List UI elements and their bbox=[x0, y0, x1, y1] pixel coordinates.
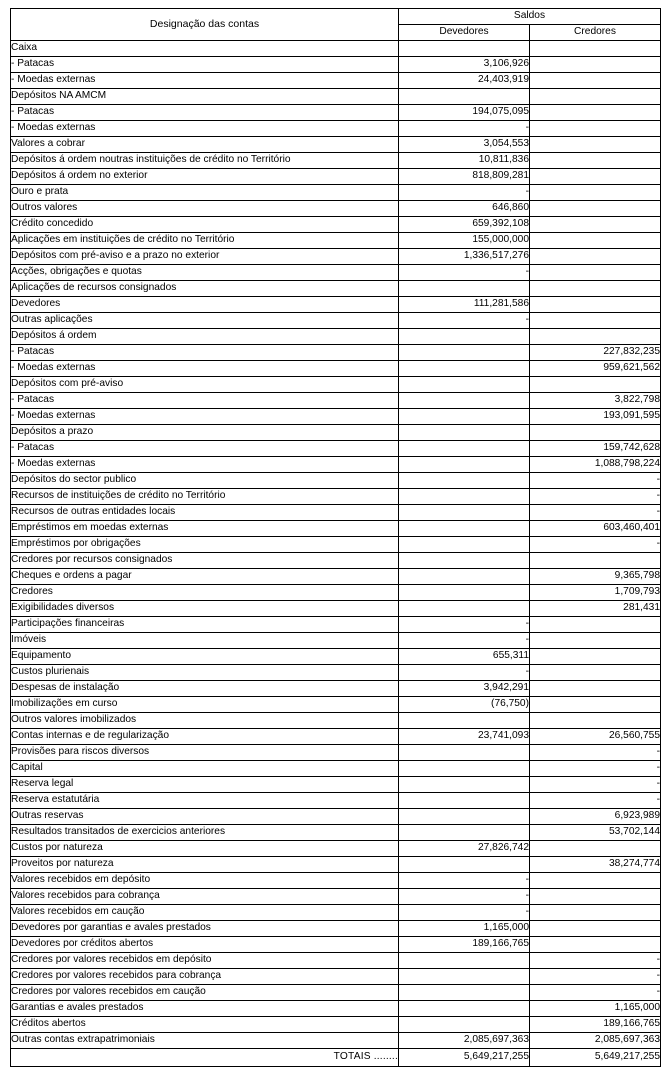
column-header-devedores: Devedores bbox=[399, 25, 530, 41]
table-row bbox=[11, 89, 661, 105]
devedores-value bbox=[399, 1017, 530, 1033]
credores-value bbox=[530, 905, 661, 921]
credores-value bbox=[530, 841, 661, 857]
devedores-value: 655,311 bbox=[399, 649, 530, 665]
credores-value bbox=[530, 681, 661, 697]
table-row bbox=[11, 409, 661, 425]
column-header-credores: Credores bbox=[530, 25, 661, 41]
account-label: Cheques e ordens a pagar bbox=[11, 569, 399, 585]
table-row bbox=[11, 249, 661, 265]
table-row bbox=[11, 473, 661, 489]
account-label: Acções, obrigações e quotas bbox=[11, 265, 399, 281]
devedores-value bbox=[399, 521, 530, 537]
totals-label: TOTAIS ........ bbox=[11, 1049, 399, 1067]
devedores-value: 1,336,517,276 bbox=[399, 249, 530, 265]
table-row bbox=[11, 105, 661, 121]
credores-value bbox=[530, 137, 661, 153]
credores-value bbox=[530, 329, 661, 345]
devedores-value bbox=[399, 489, 530, 505]
credores-value bbox=[530, 873, 661, 889]
table-row bbox=[11, 649, 661, 665]
table-row bbox=[11, 889, 661, 905]
table-row bbox=[11, 537, 661, 553]
devedores-value bbox=[399, 41, 530, 57]
account-label: Valores recebidos em caução bbox=[11, 905, 399, 921]
account-label: Depósitos NA AMCM bbox=[11, 89, 399, 105]
account-label: - Patacas bbox=[11, 441, 399, 457]
devedores-value bbox=[399, 713, 530, 729]
account-label: Outros valores imobilizados bbox=[11, 713, 399, 729]
credores-value: - bbox=[530, 489, 661, 505]
devedores-value bbox=[399, 569, 530, 585]
table-row bbox=[11, 569, 661, 585]
table-row bbox=[11, 665, 661, 681]
devedores-value: 189,166,765 bbox=[399, 937, 530, 953]
column-header-saldos: Saldos bbox=[399, 9, 661, 25]
account-label: Caixa bbox=[11, 41, 399, 57]
credores-value bbox=[530, 249, 661, 265]
table-row bbox=[11, 57, 661, 73]
table-row bbox=[11, 185, 661, 201]
credores-value: 9,365,798 bbox=[530, 569, 661, 585]
table-row bbox=[11, 1017, 661, 1033]
table-row bbox=[11, 905, 661, 921]
table-row bbox=[11, 1001, 661, 1017]
table-row bbox=[11, 377, 661, 393]
credores-value: - bbox=[530, 793, 661, 809]
devedores-value: 3,106,926 bbox=[399, 57, 530, 73]
credores-value: - bbox=[530, 969, 661, 985]
account-label: Valores recebidos para cobrança bbox=[11, 889, 399, 905]
account-label: Outras contas extrapatrimoniais bbox=[11, 1033, 399, 1049]
totals-credores: 5,649,217,255 bbox=[530, 1049, 661, 1067]
table-row bbox=[11, 937, 661, 953]
account-label: Outras aplicações bbox=[11, 313, 399, 329]
account-label: Credores por recursos consignados bbox=[11, 553, 399, 569]
credores-value bbox=[530, 217, 661, 233]
table-row bbox=[11, 809, 661, 825]
devedores-value bbox=[399, 89, 530, 105]
table-body bbox=[11, 41, 661, 1049]
devedores-value: - bbox=[399, 633, 530, 649]
account-label: - Patacas bbox=[11, 345, 399, 361]
devedores-value bbox=[399, 361, 530, 377]
account-label: Custos plurienais bbox=[11, 665, 399, 681]
credores-value: - bbox=[530, 537, 661, 553]
account-label: - Moedas externas bbox=[11, 73, 399, 89]
account-label: Imóveis bbox=[11, 633, 399, 649]
account-label: - Patacas bbox=[11, 57, 399, 73]
credores-value bbox=[530, 889, 661, 905]
credores-value bbox=[530, 425, 661, 441]
account-label: - Patacas bbox=[11, 393, 399, 409]
credores-value: 1,088,798,224 bbox=[530, 457, 661, 473]
credores-value bbox=[530, 633, 661, 649]
credores-value: - bbox=[530, 745, 661, 761]
table-row bbox=[11, 713, 661, 729]
table-header bbox=[11, 9, 661, 41]
account-label: Empréstimos em moedas externas bbox=[11, 521, 399, 537]
credores-value bbox=[530, 73, 661, 89]
table-row bbox=[11, 393, 661, 409]
devedores-value bbox=[399, 425, 530, 441]
account-label: Empréstimos por obrigações bbox=[11, 537, 399, 553]
table-row bbox=[11, 617, 661, 633]
devedores-value: - bbox=[399, 185, 530, 201]
account-label: Depósitos do sector publico bbox=[11, 473, 399, 489]
table-row bbox=[11, 729, 661, 745]
devedores-value: 27,826,742 bbox=[399, 841, 530, 857]
table-row bbox=[11, 585, 661, 601]
devedores-value: - bbox=[399, 617, 530, 633]
table-row bbox=[11, 825, 661, 841]
credores-value: 159,742,628 bbox=[530, 441, 661, 457]
devedores-value: - bbox=[399, 665, 530, 681]
account-label: Credores por valores recebidos em caução bbox=[11, 985, 399, 1001]
column-header-designacao: Designação das contas bbox=[11, 9, 399, 41]
account-label: Outras reservas bbox=[11, 809, 399, 825]
table-row bbox=[11, 681, 661, 697]
account-label: - Patacas bbox=[11, 105, 399, 121]
devedores-value bbox=[399, 393, 530, 409]
table-row bbox=[11, 441, 661, 457]
devedores-value bbox=[399, 473, 530, 489]
devedores-value bbox=[399, 441, 530, 457]
table-row bbox=[11, 201, 661, 217]
account-label: Participações financeiras bbox=[11, 617, 399, 633]
credores-value bbox=[530, 185, 661, 201]
credores-value bbox=[530, 377, 661, 393]
credores-value: 193,091,595 bbox=[530, 409, 661, 425]
table-row bbox=[11, 297, 661, 313]
credores-value: - bbox=[530, 985, 661, 1001]
credores-value bbox=[530, 201, 661, 217]
devedores-value bbox=[399, 409, 530, 425]
account-label: Credores por valores recebidos para cobrança bbox=[11, 969, 399, 985]
header-row-saldos bbox=[11, 9, 661, 25]
devedores-value: 10,811,836 bbox=[399, 153, 530, 169]
credores-value: - bbox=[530, 505, 661, 521]
table-row bbox=[11, 857, 661, 873]
table-row bbox=[11, 1033, 661, 1049]
account-label: Devedores bbox=[11, 297, 399, 313]
devedores-value: - bbox=[399, 889, 530, 905]
credores-value bbox=[530, 617, 661, 633]
table-row bbox=[11, 697, 661, 713]
credores-value: 6,923,989 bbox=[530, 809, 661, 825]
devedores-value bbox=[399, 553, 530, 569]
credores-value: 38,274,774 bbox=[530, 857, 661, 873]
table-row bbox=[11, 313, 661, 329]
account-label: Depósitos á ordem no exterior bbox=[11, 169, 399, 185]
totals-row bbox=[11, 1049, 661, 1067]
devedores-value bbox=[399, 537, 530, 553]
account-label: Despesas de instalação bbox=[11, 681, 399, 697]
account-label: Outros valores bbox=[11, 201, 399, 217]
credores-value bbox=[530, 921, 661, 937]
credores-value: - bbox=[530, 473, 661, 489]
table-row bbox=[11, 217, 661, 233]
table-row bbox=[11, 265, 661, 281]
account-label: Contas internas e de regularização bbox=[11, 729, 399, 745]
credores-value: 26,560,755 bbox=[530, 729, 661, 745]
devedores-value: - bbox=[399, 121, 530, 137]
devedores-value bbox=[399, 777, 530, 793]
credores-value bbox=[530, 553, 661, 569]
account-label: Reserva legal bbox=[11, 777, 399, 793]
devedores-value bbox=[399, 985, 530, 1001]
account-label: Depósitos com pré-aviso e a prazo no exterior bbox=[11, 249, 399, 265]
table-row bbox=[11, 169, 661, 185]
table-row bbox=[11, 761, 661, 777]
account-label: Credores bbox=[11, 585, 399, 601]
credores-value: 959,621,562 bbox=[530, 361, 661, 377]
table-row bbox=[11, 457, 661, 473]
account-label: Valores recebidos em depósito bbox=[11, 873, 399, 889]
credores-value bbox=[530, 41, 661, 57]
devedores-value bbox=[399, 825, 530, 841]
devedores-value: 818,809,281 bbox=[399, 169, 530, 185]
table-row bbox=[11, 425, 661, 441]
credores-value bbox=[530, 233, 661, 249]
devedores-value: 111,281,586 bbox=[399, 297, 530, 313]
credores-value: 1,709,793 bbox=[530, 585, 661, 601]
table-row bbox=[11, 121, 661, 137]
account-label: Credores por valores recebidos em depósito bbox=[11, 953, 399, 969]
devedores-value: 1,165,000 bbox=[399, 921, 530, 937]
credores-value bbox=[530, 105, 661, 121]
credores-value bbox=[530, 697, 661, 713]
credores-value: 189,166,765 bbox=[530, 1017, 661, 1033]
account-label: Devedores por créditos abertos bbox=[11, 937, 399, 953]
devedores-value bbox=[399, 761, 530, 777]
table-row bbox=[11, 361, 661, 377]
devedores-value bbox=[399, 857, 530, 873]
table-row bbox=[11, 873, 661, 889]
credores-value bbox=[530, 713, 661, 729]
table-row bbox=[11, 553, 661, 569]
table-footer bbox=[11, 1049, 661, 1067]
credores-value bbox=[530, 281, 661, 297]
table-row bbox=[11, 233, 661, 249]
account-label: Imobilizações em curso bbox=[11, 697, 399, 713]
table-row bbox=[11, 633, 661, 649]
credores-value: 2,085,697,363 bbox=[530, 1033, 661, 1049]
table-row bbox=[11, 793, 661, 809]
devedores-value: 23,741,093 bbox=[399, 729, 530, 745]
balance-table bbox=[10, 8, 661, 1067]
table-row bbox=[11, 745, 661, 761]
account-label: Reserva estatutária bbox=[11, 793, 399, 809]
devedores-value bbox=[399, 329, 530, 345]
credores-value bbox=[530, 313, 661, 329]
devedores-value: - bbox=[399, 873, 530, 889]
credores-value bbox=[530, 297, 661, 313]
table-row bbox=[11, 329, 661, 345]
devedores-value: 155,000,000 bbox=[399, 233, 530, 249]
account-label: Depósitos a prazo bbox=[11, 425, 399, 441]
devedores-value bbox=[399, 953, 530, 969]
account-label: Ouro e prata bbox=[11, 185, 399, 201]
credores-value bbox=[530, 121, 661, 137]
account-label: Recursos de instituições de crédito no Território bbox=[11, 489, 399, 505]
credores-value: 3,822,798 bbox=[530, 393, 661, 409]
account-label: Depósitos á ordem noutras instituições de crédito no Território bbox=[11, 153, 399, 169]
devedores-value bbox=[399, 969, 530, 985]
table-row bbox=[11, 281, 661, 297]
devedores-value bbox=[399, 1001, 530, 1017]
devedores-value bbox=[399, 457, 530, 473]
credores-value: 53,702,144 bbox=[530, 825, 661, 841]
account-label: Proveitos por natureza bbox=[11, 857, 399, 873]
table-row bbox=[11, 73, 661, 89]
account-label: Custos por natureza bbox=[11, 841, 399, 857]
credores-value bbox=[530, 169, 661, 185]
account-label: Valores a cobrar bbox=[11, 137, 399, 153]
devedores-value bbox=[399, 585, 530, 601]
table-row bbox=[11, 153, 661, 169]
account-label: Aplicações em instituições de crédito no Território bbox=[11, 233, 399, 249]
credores-value: 603,460,401 bbox=[530, 521, 661, 537]
credores-value: 227,832,235 bbox=[530, 345, 661, 361]
devedores-value: 3,054,553 bbox=[399, 137, 530, 153]
credores-value: 1,165,000 bbox=[530, 1001, 661, 1017]
devedores-value: 24,403,919 bbox=[399, 73, 530, 89]
devedores-value bbox=[399, 809, 530, 825]
table-row bbox=[11, 953, 661, 969]
account-label: Equipamento bbox=[11, 649, 399, 665]
account-label: Depósitos á ordem bbox=[11, 329, 399, 345]
devedores-value: 646,860 bbox=[399, 201, 530, 217]
devedores-value: - bbox=[399, 265, 530, 281]
devedores-value bbox=[399, 345, 530, 361]
table-row bbox=[11, 137, 661, 153]
table-row bbox=[11, 41, 661, 57]
credores-value bbox=[530, 89, 661, 105]
account-label: Resultados transitados de exercicios anteriores bbox=[11, 825, 399, 841]
devedores-value bbox=[399, 601, 530, 617]
table-row bbox=[11, 921, 661, 937]
account-label: Garantias e avales prestados bbox=[11, 1001, 399, 1017]
devedores-value: 2,085,697,363 bbox=[399, 1033, 530, 1049]
account-label: Capital bbox=[11, 761, 399, 777]
account-label: Crédito concedido bbox=[11, 217, 399, 233]
account-label: Aplicações de recursos consignados bbox=[11, 281, 399, 297]
credores-value bbox=[530, 265, 661, 281]
table-row bbox=[11, 489, 661, 505]
totals-devedores: 5,649,217,255 bbox=[399, 1049, 530, 1067]
account-label: Exigibilidades diversos bbox=[11, 601, 399, 617]
account-label: Recursos de outras entidades locais bbox=[11, 505, 399, 521]
credores-value bbox=[530, 57, 661, 73]
credores-value: 281,431 bbox=[530, 601, 661, 617]
account-label: Créditos abertos bbox=[11, 1017, 399, 1033]
credores-value: - bbox=[530, 953, 661, 969]
credores-value bbox=[530, 665, 661, 681]
table-row bbox=[11, 777, 661, 793]
account-label: - Moedas externas bbox=[11, 457, 399, 473]
devedores-value: - bbox=[399, 313, 530, 329]
credores-value: - bbox=[530, 777, 661, 793]
devedores-value: - bbox=[399, 905, 530, 921]
devedores-value: 3,942,291 bbox=[399, 681, 530, 697]
devedores-value bbox=[399, 505, 530, 521]
credores-value: - bbox=[530, 761, 661, 777]
credores-value bbox=[530, 649, 661, 665]
account-label: - Moedas externas bbox=[11, 361, 399, 377]
table-row bbox=[11, 345, 661, 361]
account-label: - Moedas externas bbox=[11, 409, 399, 425]
account-label: Provisões para riscos diversos bbox=[11, 745, 399, 761]
table-row bbox=[11, 969, 661, 985]
credores-value bbox=[530, 153, 661, 169]
devedores-value: 194,075,095 bbox=[399, 105, 530, 121]
devedores-value bbox=[399, 793, 530, 809]
table-row bbox=[11, 505, 661, 521]
account-label: Depósitos com pré-aviso bbox=[11, 377, 399, 393]
credores-value bbox=[530, 937, 661, 953]
devedores-value bbox=[399, 377, 530, 393]
table-row bbox=[11, 841, 661, 857]
devedores-value bbox=[399, 281, 530, 297]
account-label: - Moedas externas bbox=[11, 121, 399, 137]
table-row bbox=[11, 521, 661, 537]
devedores-value bbox=[399, 745, 530, 761]
table-row bbox=[11, 601, 661, 617]
devedores-value: 659,392,108 bbox=[399, 217, 530, 233]
devedores-value: (76,750) bbox=[399, 697, 530, 713]
table-row bbox=[11, 985, 661, 1001]
account-label: Devedores por garantias e avales prestados bbox=[11, 921, 399, 937]
